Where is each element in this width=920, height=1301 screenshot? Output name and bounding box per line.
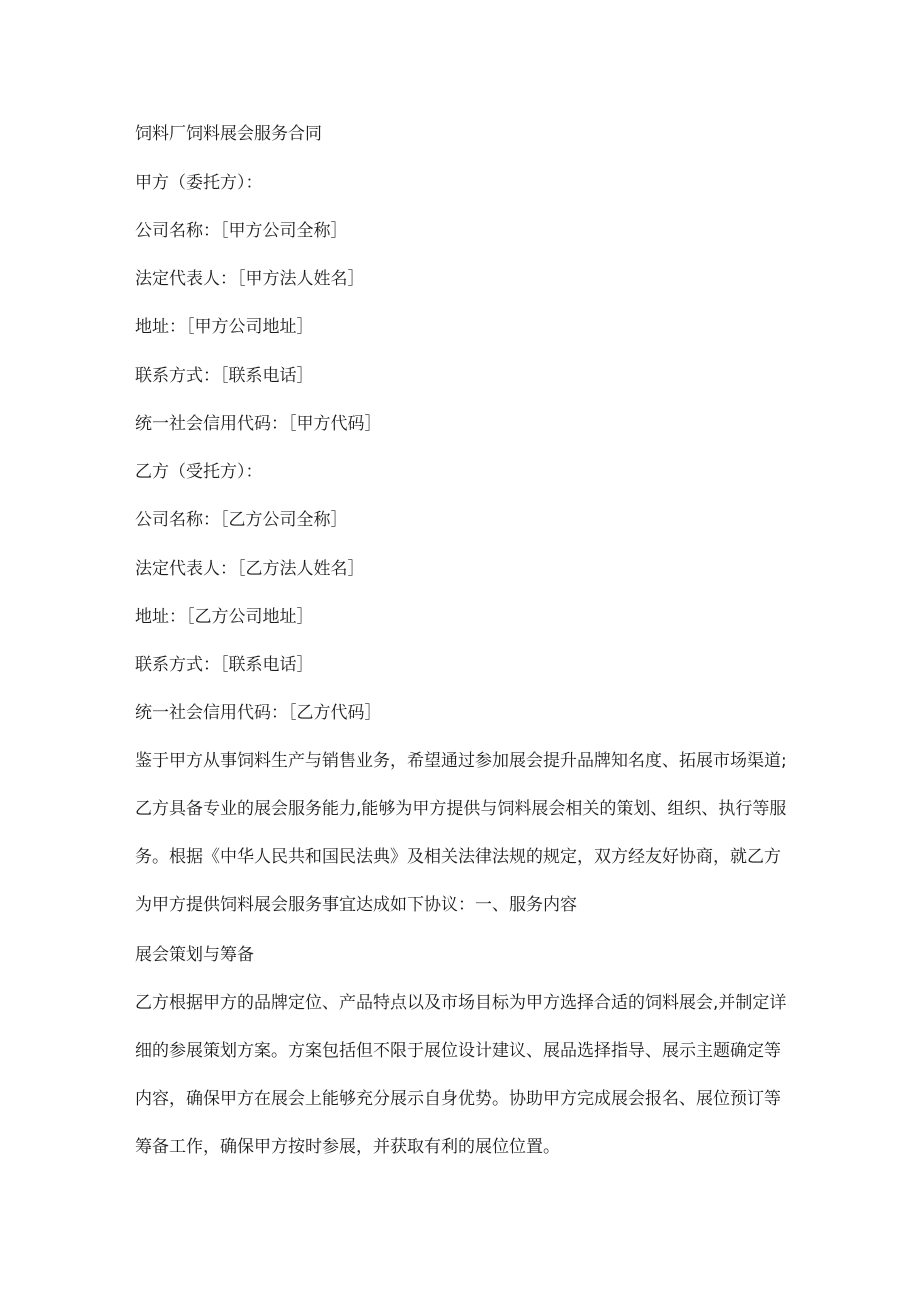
preamble-line: 务。根据《中华人民共和国民法典》及相关法律法规的规定，双方经友好协商，就乙方 [135, 847, 781, 867]
party-b-legal-rep: 法定代表人：［乙方法人姓名］ [135, 559, 365, 579]
section-body-paragraph [135, 991, 787, 1183]
party-b-company: 公司名称：［乙方公司全称］ [135, 510, 348, 530]
party-a-address: 地址：［甲方公司地址］ [135, 317, 314, 337]
section-body-line: 细的参展策划方案。方案包括但不限于展位设计建议、展品选择指导、展示主题确定等 [135, 1041, 781, 1061]
party-b-address: 地址：［乙方公司地址］ [135, 607, 314, 627]
preamble-line: 为甲方提供饲料展会服务事宜达成如下协议：一、服务内容 [135, 895, 577, 915]
party-a-heading: 甲方（委托方）： [135, 173, 263, 193]
section-body-line: 筹备工作，确保甲方按时参展，并获取有利的展位位置。 [135, 1137, 560, 1157]
preamble-line: 鉴于甲方从事饲料生产与销售业务，希望通过参加展会提升品牌知名度、拓展市场渠道; [135, 751, 787, 771]
party-b-contact: 联系方式：［联系电话］ [135, 655, 314, 675]
document-title: 饲料厂饲料展会服务合同 [135, 124, 322, 144]
party-a-credit-code: 统一社会信用代码：［甲方代码］ [135, 414, 382, 434]
party-a-company: 公司名称：［甲方公司全称］ [135, 221, 348, 241]
party-b-heading: 乙方（受托方）： [135, 462, 263, 482]
section-body-line: 乙方根据甲方的品牌定位、产品特点以及市场目标为甲方选择合适的饲料展会,并制定详 [135, 993, 787, 1013]
party-a-contact: 联系方式：［联系电话］ [135, 366, 314, 386]
preamble-line: 乙方具备专业的展会服务能力,能够为甲方提供与饲料展会相关的策划、组织、执行等服 [135, 799, 787, 819]
preamble-paragraph [135, 749, 787, 941]
section-heading: 展会策划与筹备 [135, 945, 254, 965]
section-body-line: 内容，确保甲方在展会上能够充分展示自身优势。协助甲方完成展会报名、展位预订等 [135, 1089, 781, 1109]
party-a-legal-rep: 法定代表人：［甲方法人姓名］ [135, 269, 365, 289]
party-b-credit-code: 统一社会信用代码：［乙方代码］ [135, 703, 382, 723]
